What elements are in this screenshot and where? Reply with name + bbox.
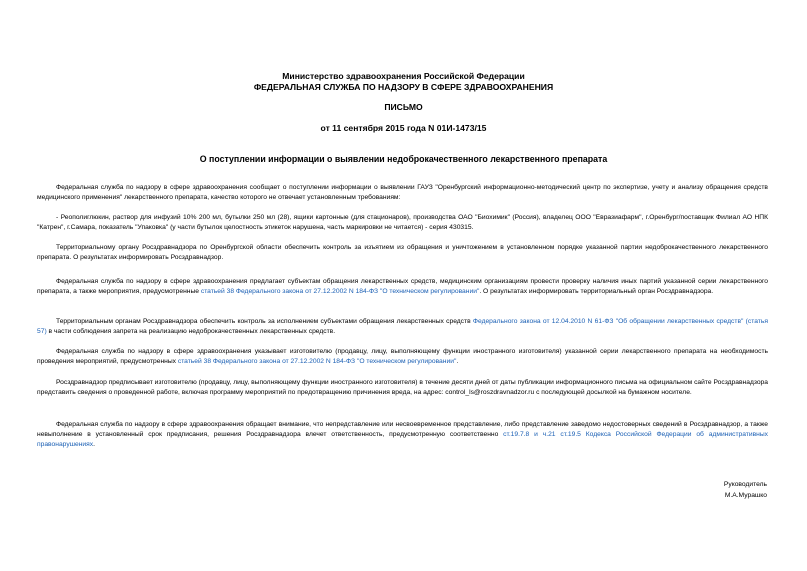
paragraph-4-text-a: Федеральная служба по надзору в сфере здравоохранения предлагает субъектам обращения лекарственных средств, медицинским организациям провести проверку наличия иных партий указанной серии лекарственного препарата, а также мероприятия, предусмотренные	[37, 278, 768, 296]
paragraph-5	[37, 317, 768, 337]
signature-role: Руководитель	[723, 481, 767, 488]
paragraph-2: - Реополиглюкин, раствор для инфузий 10% 200 мл, бутылки 250 мл (28), ящики картонные (для стационаров), производства ОАО "Биохимик" (Россия), владелец ООО "Евразиафарм", г.Оренбург/поставщик Филиал АО НПК "Катрен", г.Самара, показатель "Упаковка" (у части бутылок целостность этикеток нарушена, часть маркировки не читается) - серия 430315.	[37, 214, 768, 232]
paragraph-8	[37, 420, 768, 451]
paragraph-6	[37, 347, 768, 367]
paragraph-6-text-a: Федеральная служба по надзору в сфере здравоохранения указывает изготовителю (продавцу, лицу, выполняющему функции иностранного изготовителя) указанной серии лекарственного препарата на необходимость проведения мероприятий, предусмотренных	[37, 348, 768, 366]
link-article-57[interactable]: (статья 57)	[37, 318, 768, 336]
link-law-184fz-art38-2[interactable]: статьей 38 Федерального закона от 27.12.2002 N 184-ФЗ "О техническом регулировании"	[177, 358, 457, 366]
paragraph-5-text-a: Территориальным органам Росздравнадзора обеспечить контроль за исполнением субъектами обращения лекарственных средств	[56, 318, 473, 325]
paragraph-7: Росздравнадзор предписывает изготовителю (продавцу, лицу, выполняющему функции иностранного изготовителя) в течение десяти дней от даты публикации информационного письма на официальном сайте Росздравнадзора представить сведения о проведенной работе, включая программу мероприятий по предотвращению причинения вреда, на адрес: control_ls@roszdravnadzor.ru с последующей досылкой на бумажном носителе.	[37, 379, 768, 397]
doc-type: ПИСЬМО	[384, 102, 423, 112]
signature-name: М.А.Мурашко	[724, 491, 767, 499]
paragraph-5-text-b: в части соблюдения запрета на реализацию недоброкачественных лекарственных средств.	[46, 328, 336, 336]
doc-title: О поступлении информации о выявлении недоброкачественного лекарственного препарата	[199, 154, 608, 164]
paragraph-8-text-a: Федеральная служба по надзору в сфере здравоохранения обращает внимание, что непредставление или несвоевременное представление, либо представление заведомо недостоверных сведений в Росздравнадзор, а также невыполнение в установленный срок предписания, решения Росздравнадзора влечет ответственность, предусмотренную соответственно	[37, 421, 768, 439]
service-name: ФЕДЕРАЛЬНАЯ СЛУЖБА ПО НАДЗОРУ В СФЕРЕ ЗДРАВООХРАНЕНИЯ	[253, 82, 554, 92]
link-koap-19-5[interactable]: и ч.21 ст.19.5 Кодекса Российской Федерации об административных правонарушениях	[37, 431, 769, 449]
paragraph-4-text-b: . О результатах информировать территориальный орган Росздравнадзора.	[479, 288, 714, 296]
ministry-name: Министерство здравоохранения Российской Федерации	[282, 71, 525, 81]
paragraph-1: Федеральная служба по надзору в сфере здравоохранения сообщает о поступлении информации о выявлении ГАУЗ "Оренбургский информационно-методический центр по экспертизе, учету и анализу обращения средств медицинского применения" лекарственного препарата, качество которого не отвечает установленным требованиям:	[37, 184, 768, 202]
link-law-61fz[interactable]: Федерального закона от 12.04.2010 N 61-ФЗ "Об обращении лекарственных средств"	[472, 318, 744, 325]
paragraph-8-text-b: .	[93, 441, 95, 449]
signature-block	[724, 480, 767, 501]
paragraph-6-text-b: .	[456, 358, 459, 366]
link-koap-19-7-8[interactable]: ст.19.7.8	[503, 431, 530, 439]
doc-date: от 11 сентября 2015 года N 01И-1473/15	[320, 123, 487, 133]
paragraph-3: Территориальному органу Росздравнадзора по Оренбургской области обеспечить контроль за изъятием из обращения и уничтожением в установленном порядке указанной партии недоброкачественного лекарственного препарата. О результатах информировать Росздравнадзор.	[37, 244, 768, 262]
link-law-184fz-art38[interactable]: статьей 38 Федерального закона от 27.12.2002 N 184-ФЗ "О техническом регулировании"	[200, 288, 480, 296]
paragraph-4	[37, 277, 768, 297]
